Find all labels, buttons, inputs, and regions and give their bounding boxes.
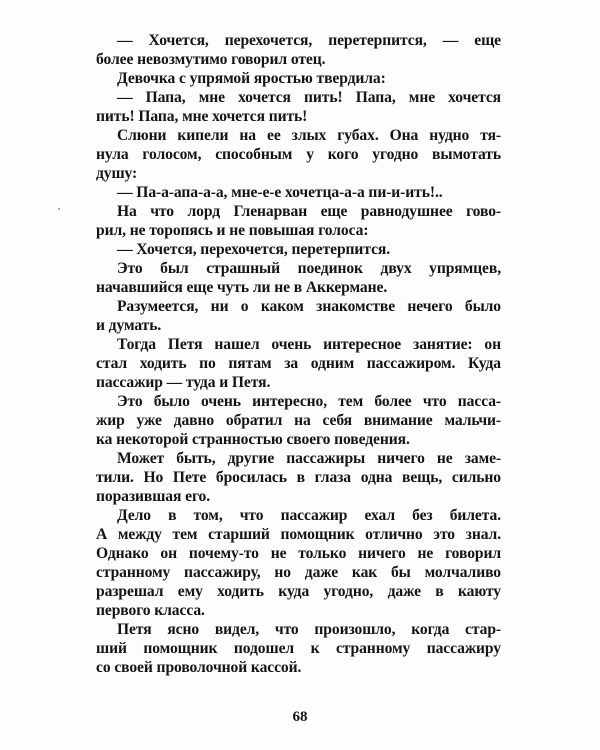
text-line: начавшийся еще чуть ли не в Аккермане.	[96, 279, 388, 296]
paragraph	[96, 183, 501, 202]
paragraph	[96, 69, 501, 88]
text-line: тили. Но Пете бросилась в глаза одна вещь, сильно	[96, 469, 501, 486]
text-line: рил, не торопясь и не повышая голоса:	[96, 222, 369, 239]
text-line: Разумеется, ни о каком знакомстве нечего было	[117, 298, 501, 315]
text-line: Дело в том, что пассажир ехал без билета.	[117, 507, 501, 524]
page-text	[96, 31, 501, 677]
text-line: Это был страшный поединок двух упрямцев,	[117, 260, 501, 277]
paragraph	[96, 506, 501, 620]
text-line: — Хочется, перехочется, перетерпится, — еще	[117, 32, 501, 49]
text-line: со своей проволочной кассой.	[96, 659, 302, 676]
paragraph	[96, 335, 501, 392]
text-line: и думать.	[96, 317, 162, 334]
text-line: поразившая его.	[96, 488, 211, 505]
text-line: Это было очень интересно, тем более что пасса-	[117, 393, 501, 410]
text-line: Тогда Петя нашел очень интересное занятие: он	[117, 336, 501, 353]
text-line: ка некоторой странностью своего поведения.	[96, 431, 410, 448]
text-line: Может быть, другие пассажиры ничего не заме-	[117, 450, 501, 467]
text-line: пассажир — туда и Петя.	[96, 374, 271, 391]
text-line: — Па-а-апа-а-а, мне-е-е хочетца-а-а пи-и-ить!..	[117, 184, 443, 201]
text-line: странному пассажиру, но даже как бы молчаливо	[96, 564, 501, 581]
page-number: 68	[292, 709, 308, 725]
paragraph	[96, 297, 501, 335]
paragraph	[96, 392, 501, 449]
text-line: первого класса.	[96, 602, 205, 619]
text-line: жир уже давно обратил на себя внимание мальчи-	[96, 412, 501, 429]
text-line: стал ходить по пятам за одним пассажиром. Куда	[96, 355, 501, 372]
paragraph	[96, 620, 501, 677]
text-line: Слюни кипели на ее злых губах. Она нудно тя-	[117, 127, 501, 144]
paragraph	[96, 126, 501, 183]
paragraph	[96, 202, 501, 240]
text-line: более невозмутимо говорил отец.	[96, 51, 326, 68]
paragraph	[96, 88, 501, 126]
text-line: На что лорд Гленарван еще равнодушнее гово-	[117, 203, 501, 220]
paragraph	[96, 31, 501, 69]
paragraph	[96, 449, 501, 506]
text-line: ший помощник подошел к странному пассажиру	[96, 640, 501, 657]
text-line: Девочка с упрямой яростью твердила:	[117, 70, 386, 87]
paragraph	[96, 259, 501, 297]
text-line: Петя ясно видел, что произошло, когда стар-	[117, 621, 501, 638]
paragraph	[96, 240, 501, 259]
text-line: — Папа, мне хочется пить! Папа, мне хочется	[117, 89, 501, 106]
text-line: нула голосом, способным у кого угодно вымотать	[96, 146, 501, 163]
text-line: А между тем старший помощник отлично это знал.	[96, 526, 501, 543]
text-line: — Хочется, перехочется, перетерпится.	[117, 241, 391, 258]
text-line: разрешал ему ходить куда угодно, даже в каюту	[96, 583, 501, 600]
scan-speck	[58, 208, 60, 210]
text-line: пить! Папа, мне хочется пить!	[96, 108, 308, 125]
text-line: душу:	[96, 165, 138, 182]
text-line: Однако он почему-то не только ничего не говорил	[96, 545, 501, 562]
